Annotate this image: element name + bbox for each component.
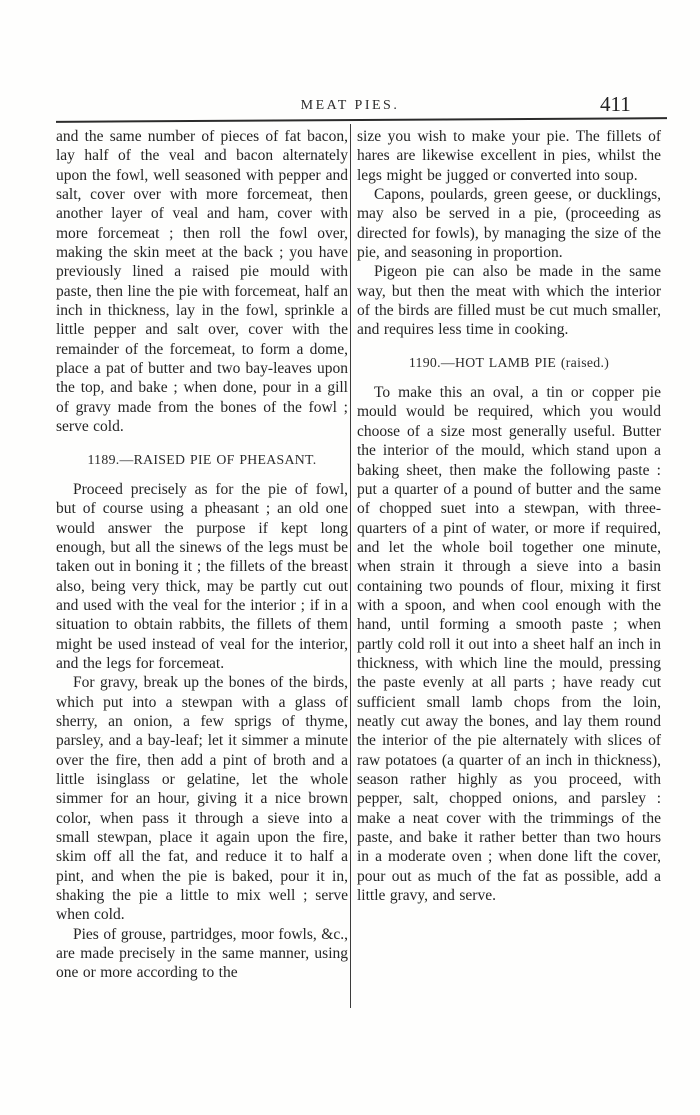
page-number: 411 [600,92,631,116]
paragraph-grouse-pies-continuation: size you wish to make your pie. The fillets of hares are likewise excellent in pies, whilst the legs might be jugged or converted into soup. [357,128,661,184]
header-rule [56,117,667,122]
paragraph-fowl-pie-continuation: and the same number of pieces of fat bacon, lay half of the veal and bacon alternately upon the fowl, well seasoned with pepper and salt, cover over with more forcemeat, then another layer of veal and ham, cover with more forcemeat ; then roll the fowl over, making the skin meet at the back ; you have previously lined a raised pie mould with paste, then line the pie with forcemeat, half an inch in thickness, lay in the fowl, sprinkle a little pepper and salt over, cover with the remainder of the forcemeat, to form a dome, place a pat of butter and two bay-leaves upon the top, and bake ; when done, pour in a gill of gravy made from the bones of the fowl ; serve cold. [56,128,348,436]
paragraph-pheasant-gravy: For gravy, break up the bones of the birds, which put into a stewpan with a glass of sherry, an onion, a few sprigs of thyme, parsley, and a bay-leaf; let it simmer a minute over the fire, then add a pint of broth and a little isinglass or gelatine, let the whole simmer for an hour, giving it a nice brown color, when pass it through a sieve into a small stewpan, place it again upon the fire, skim off all the fat, and reduce it to half a pint, and when the pie is baked, pour it in, shaking the pie a little to mix well ; serve when cold. [56,674,348,924]
running-head-title: MEAT PIES. [300,98,400,113]
right-column [357,127,661,905]
paragraph-hot-lamb-pie-method: To make this an oval, a tin or copper pie mould would be required, which you would choose of a size most generally useful. Butter the interior of the mould, which stand upon a baking sheet, then make the following paste : put a quarter of a pound of butter and the same of chopped suet into a stewpan, with three-quarters of a pint of water, or more if required, and let the whole boil together one minute, when strain it through a sieve into a basin containing two pounds of flour, mixing it first with a spoon, and when cool enough with the hand, until forming a smooth paste ; when partly cold roll it out into a sheet half an inch in thickness, with which line the mould, pressing the paste evenly at all parts ; have ready cut sufficient small lamb chops from the loin, neatly cut away the bones, and lay them round the interior of the pie alternately with slices of raw potatoes (a quarter of an inch in thickness), season rather highly as you proceed, with pepper, salt, chopped onions, and parsley : make a neat cover with the trimmings of the paste, and bake it rather better than two hours in a moderate oven ; when done lift the cover, pour out as much of the fat as possible, add a little gravy, and serve. [357,384,661,905]
paragraph-capons-pie: Capons, poulards, green geese, or ducklings, may also be served in a pie, (proceeding as directed for fowls), by managing the size of the pie, and seasoning in proportion. [357,186,661,262]
paragraph-pheasant-method: Proceed precisely as for the pie of fowl, but of course using a pheasant ; an old one would answer the purpose if kept long enough, but all the sinews of the legs must be taken out in boning it ; the fillets of the breast also, being very thick, may be partly cut out and used with the veal for the interior ; if in a situation to obtain rabbits, the fillets of them might be used instead of veal for the interior, and the legs for forcemeat. [56,480,348,672]
left-column [56,127,348,983]
recipe-heading-1190: 1190.—HOT LAMB PIE (raised.) [408,354,610,370]
recipe-heading-1189: 1189.—RAISED PIE OF PHEASANT. [87,451,317,467]
paragraph-grouse-pies: Pies of grouse, partridges, moor fowls, &c., are made precisely in the same manner, using one or more according to the [56,925,348,982]
paragraph-pigeon-pie: Pigeon pie can also be made in the same way, but then the meat with which the interior of the birds are filled must be cut much smaller, and requires less time in cooking. [357,263,661,339]
column-divider [350,124,351,1008]
